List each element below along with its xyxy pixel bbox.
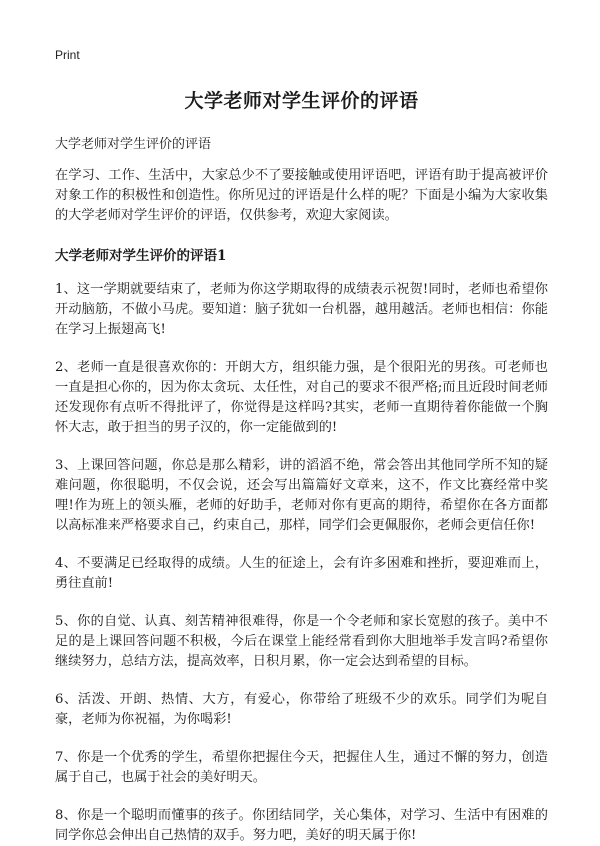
comment-item-1: 1、这一学期就要结束了，老师为你这学期取得的成绩表示祝贺!同时，老师也希望你开动脑筋，不做小马虎。要知道：脑子犹如一台机器，越用越活。老师也相信：你能在学习上振翅高飞!	[55, 282, 548, 337]
comment-item-8: 8、你是一个聪明而懂事的孩子。你团结同学，关心集体，对学习、生活中有困难的同学你总会伸出自己热情的双手。努力吧，美好的明天属于你!	[55, 808, 548, 843]
comment-item-4: 4、不要满足已经取得的成绩。人生的征途上，会有许多困难和挫折，要迎难而上，勇往直前!	[55, 556, 548, 591]
comment-item-5: 5、你的自觉、认真、刻苦精神很难得，你是一个令老师和家长宽慰的孩子。美中不足的是上课回答问题不积极，今后在课堂上能经常看到你大胆地举手发言吗?希望你继续努力，总结方法，提高效率，日积月累，你一定会达到希望的目标。	[55, 614, 548, 669]
comment-item-3: 3、上课回答问题，你总是那么精彩，讲的滔滔不绝，常会答出其他同学所不知的疑难问题，你很聪明，不仅会说，还会写出篇篇好文章来，这不，作文比赛经常中奖哩!作为班上的领头雁，老师的好助手，老师对你有更高的期待，希望你在各方面都以高标准来严格要求自己，约束自己，那样，同学们会更佩服你，老师会更信任你!	[55, 458, 548, 533]
comment-item-2: 2、老师一直是很喜欢你的：开朗大方，组织能力强，是个很阳光的男孩。可老师也一直是担心你的，因为你太贪玩、太任性，对自己的要求不很严格;而且近段时间老师还发现你有点听不得批评了，你觉得是这样吗?其实，老师一直期待着你能做一个胸怀大志，敢于担当的男子汉的，你一定能做到的!	[55, 360, 548, 435]
print-link[interactable]: Print	[55, 48, 80, 62]
page-title: 大学老师对学生评价的评语	[184, 90, 419, 112]
intro-paragraph: 在学习、工作、生活中，大家总少不了要接触或使用评语吧，评语有助于提高被评价对象工作的积极性和创造性。你所见过的评语是什么样的呢？下面是小编为大家收集的大学老师对学生评价的评语，仅供参考，欢迎大家阅读。	[55, 168, 548, 223]
comment-item-7: 7、你是一个优秀的学生，希望你把握住今天，把握住人生，通过不懈的努力，创造属于自己，也属于社会的美好明天。	[55, 750, 548, 785]
article-subtitle: 大学老师对学生评价的评语	[55, 137, 212, 152]
section-heading: 大学老师对学生评价的评语1	[55, 248, 227, 264]
comment-item-6: 6、活泼、开朗、热情、大方，有爱心，你带给了班级不少的欢乐。同学们为呢自豪，老师为你祝福，为你喝彩!	[55, 692, 548, 727]
